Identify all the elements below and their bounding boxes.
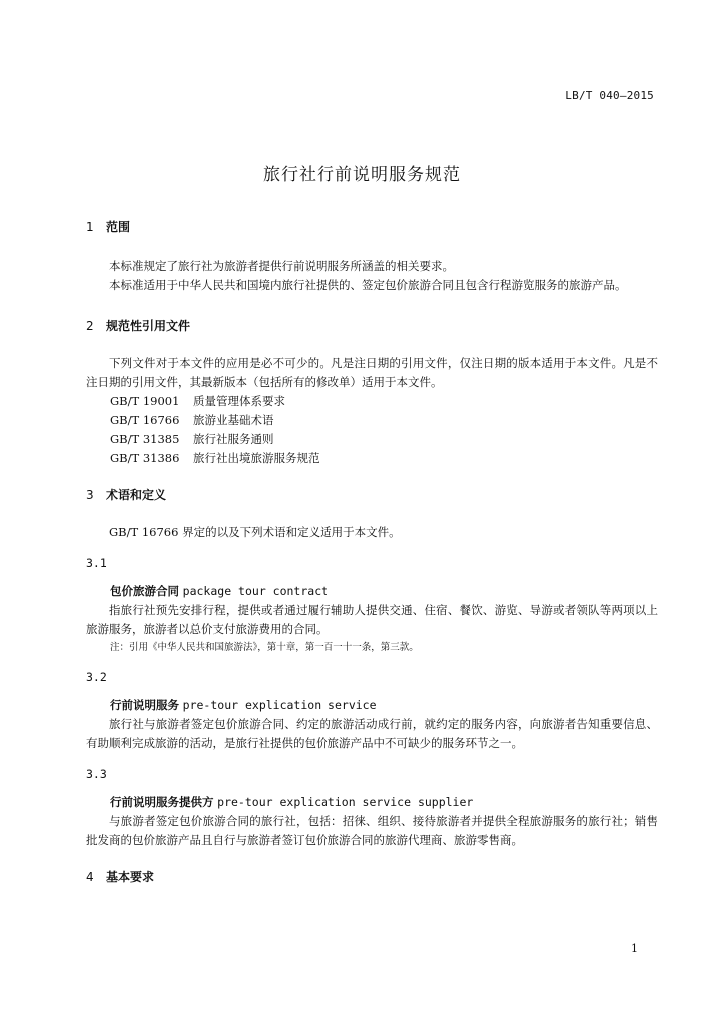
reference-item: [86, 449, 658, 468]
reference-item: [86, 411, 658, 430]
section-number: 2: [86, 319, 94, 333]
paragraph: GB/T 16766 界定的以及下列术语和定义适用于本文件。: [109, 525, 401, 539]
reference-item: [86, 430, 658, 449]
term-definition: 与旅游者签定包价旅游合同的旅行社，包括：招徕、组织、接待旅游者并提供全程旅游服务的旅行社；销售批发商的包价旅游产品且自行与旅游者签订包价旅游合同的旅游代理商、旅游零售商。: [86, 814, 658, 847]
reference-code: GB/T 31386: [110, 451, 180, 465]
term-note: 注：引用《中华人民共和国旅游法》，第十章，第一百一十一条，第三款。: [110, 642, 419, 653]
reference-code: GB/T 19001: [110, 394, 180, 408]
section-title: 术语和定义: [106, 488, 167, 502]
paragraph: 本标准规定了旅行社为旅游者提供行前说明服务所涵盖的相关要求。: [109, 259, 454, 273]
term-heading: [86, 793, 658, 812]
section-1-heading: [86, 218, 658, 236]
normative-references-list: [86, 392, 658, 468]
reference-item: [86, 392, 658, 411]
term-number: 3.1: [86, 556, 107, 570]
reference-name: 旅游业基础术语: [193, 413, 274, 427]
document-body: [86, 218, 658, 886]
section-number: 1: [86, 220, 94, 234]
term-number: 3.3: [86, 767, 107, 781]
term-definition: 旅行社与旅游者签定包价旅游合同、约定的旅游活动成行前，就约定的服务内容，向旅游者告知重要信息、有助顺利完成旅游的活动，是旅行社提供的包价旅游产品中不可缺少的服务环节之一。: [86, 717, 658, 750]
section-title: 基本要求: [106, 870, 155, 884]
term-en: pre-tour explication service: [182, 698, 377, 712]
section-number: 3: [86, 488, 94, 502]
paragraph: 本标准适用于中华人民共和国境内旅行社提供的、签定包价旅游合同且包含行程游览服务的旅游产品。: [109, 278, 627, 292]
section-2-heading: [86, 317, 658, 335]
standard-code: LB/T 040—2015: [565, 89, 654, 102]
term-zh: 行前说明服务: [110, 698, 179, 712]
page-title: 旅行社行前说明服务规范: [263, 165, 461, 185]
reference-name: 质量管理体系要求: [193, 394, 285, 408]
term-en: package tour contract: [182, 584, 329, 598]
reference-name: 旅行社出境旅游服务规范: [193, 451, 320, 465]
paragraph: 下列文件对于本文件的应用是必不可少的。凡是注日期的引用文件，仅注日期的版本适用于本文件。凡是不注日期的引用文件，其最新版本（包括所有的修改单）适用于本文件。: [86, 356, 658, 389]
term-en: pre-tour explication service supplier: [217, 795, 474, 809]
section-title: 规范性引用文件: [106, 319, 191, 333]
term-heading: [86, 696, 658, 715]
section-4-heading: [86, 868, 658, 886]
reference-code: GB/T 31385: [110, 432, 180, 446]
reference-name: 旅行社服务通则: [193, 432, 274, 446]
reference-code: GB/T 16766: [110, 413, 180, 427]
term-zh: 行前说明服务提供方: [110, 795, 214, 809]
section-title: 范围: [106, 220, 131, 234]
term-heading: [86, 582, 658, 601]
page-number: 1: [631, 942, 638, 955]
section-3-heading: [86, 486, 658, 504]
term-zh: 包价旅游合同: [110, 584, 179, 598]
term-definition: 指旅行社预先安排行程，提供或者通过履行辅助人提供交通、住宿、餐饮、游览、导游或者领队等两项以上旅游服务，旅游者以总价支付旅游费用的合同。: [86, 603, 658, 636]
section-number: 4: [86, 870, 94, 884]
term-number: 3.2: [86, 670, 107, 684]
